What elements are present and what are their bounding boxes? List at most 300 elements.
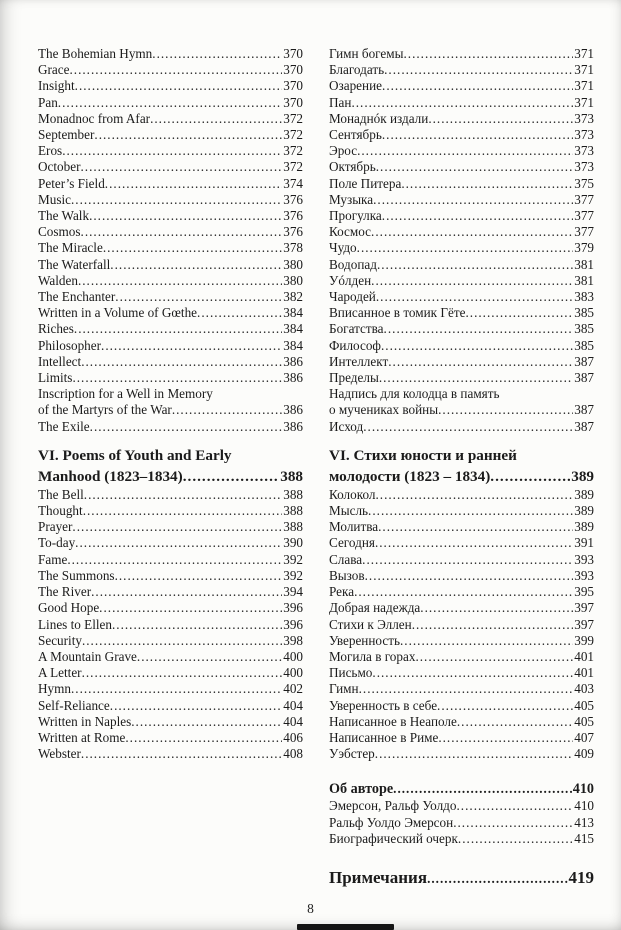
toc-entry-row	[38, 730, 303, 746]
dot-leader	[388, 354, 573, 370]
toc-entry-row	[329, 617, 594, 633]
toc-entry-title: Ральф Уолдо Эмерсон	[329, 814, 454, 830]
toc-entry-page: 374	[283, 175, 303, 191]
toc-entry-page: 379	[574, 240, 594, 256]
dot-leader	[357, 143, 573, 159]
toc-entry-title: Музыка	[329, 191, 374, 207]
dot-leader	[75, 535, 282, 551]
toc-entry-page: 390	[283, 535, 303, 551]
toc-entry-title: молодости (1823 – 1834)	[329, 467, 491, 485]
toc-entry-title: Security	[38, 632, 82, 648]
dot-leader	[197, 305, 282, 321]
dot-leader	[437, 698, 573, 714]
scan-artifact-bar	[297, 924, 394, 930]
dot-leader	[81, 746, 282, 762]
toc-entry-row	[329, 370, 594, 386]
toc-entry-page: 384	[283, 337, 303, 353]
toc-entry-page: 371	[574, 94, 594, 110]
dot-leader	[81, 354, 282, 370]
toc-entry-page: 376	[283, 224, 303, 240]
toc-entry-row	[38, 354, 303, 370]
section-heading	[329, 445, 594, 487]
toc-entry-title: Прогулка	[329, 208, 382, 224]
toc-entry-title: Вписанное в томик Гёте	[329, 305, 466, 321]
toc-entry-title: Поле Питера	[329, 175, 402, 191]
toc-entry-row	[38, 192, 303, 208]
toc-entry-title-line1: Inscription for a Well in Memory	[38, 386, 213, 402]
toc-entry-page: 372	[283, 127, 303, 143]
toc-entry-page: 386	[283, 418, 303, 434]
toc-entry-row	[329, 746, 594, 762]
spacer	[329, 762, 594, 780]
spacer	[329, 847, 594, 865]
toc-entry-row	[38, 62, 303, 78]
toc-entry-row	[329, 159, 594, 175]
toc-entry-row	[38, 746, 303, 762]
toc-entry-row	[38, 208, 303, 224]
toc-entry-row	[329, 321, 594, 337]
toc-entry-page: 405	[574, 713, 594, 729]
dot-leader	[137, 649, 282, 665]
toc-entry-row	[329, 46, 594, 62]
toc-entry-title: The Bell	[38, 486, 84, 502]
dot-leader	[58, 95, 282, 111]
toc-entry-row	[38, 273, 303, 289]
toc-entry-page: 382	[283, 289, 303, 305]
toc-entry-title: Космос	[329, 224, 372, 240]
toc-entry-title: Insight	[38, 78, 75, 94]
toc-entry-title: The Exile	[38, 418, 90, 434]
toc-entry-row	[38, 535, 303, 551]
toc-entry-page: 371	[574, 46, 594, 61]
toc-entry-page: 387	[574, 402, 594, 418]
toc-entry-page: 384	[283, 305, 303, 321]
toc-entry-page: 386	[283, 370, 303, 386]
toc-entry-page: 389	[574, 503, 594, 519]
toc-entry-page: 401	[574, 648, 594, 664]
toc-entry-row	[329, 698, 594, 714]
dot-leader	[457, 714, 573, 730]
toc-entry-row	[329, 519, 594, 535]
toc-entry-title: Уверенность в себе	[329, 697, 438, 713]
dot-leader	[428, 111, 573, 127]
toc-entry-row	[329, 487, 594, 503]
toc-entry-title: Self-Reliance	[38, 697, 110, 713]
dot-leader	[400, 633, 573, 649]
toc-entry-title: The Miracle	[38, 240, 103, 256]
dot-leader	[382, 78, 573, 94]
toc-entry-row	[38, 402, 303, 418]
spacer	[38, 435, 303, 445]
toc-entry-title: The River	[38, 584, 92, 600]
toc-entry-row	[329, 78, 594, 94]
toc-entry-row	[38, 552, 303, 568]
toc-entry-row	[329, 552, 594, 568]
toc-entry-row	[329, 815, 594, 831]
dot-leader	[371, 224, 573, 240]
toc-entry-page: 403	[574, 681, 594, 697]
dot-leader	[75, 78, 283, 94]
toc-entry-page: 378	[283, 240, 303, 256]
toc-entry-page: 407	[574, 729, 594, 745]
toc-entry-page: 397	[574, 616, 594, 632]
section-heading	[38, 445, 303, 487]
toc-entry-row	[38, 487, 303, 503]
toc-entry-page: 391	[574, 535, 594, 551]
toc-entry-page: 404	[283, 697, 303, 713]
toc-entry-page: 400	[283, 665, 303, 681]
dot-leader	[438, 402, 573, 418]
toc-entry-row	[329, 257, 594, 273]
toc-entry-title: Уóлден	[329, 272, 372, 288]
toc-entry-row	[329, 649, 594, 665]
dot-leader	[359, 681, 574, 697]
toc-entry-page: 370	[283, 46, 303, 61]
toc-entry-title: Сентябрь	[329, 127, 382, 143]
toc-entry-title: Riches	[38, 321, 74, 337]
toc-entry-row	[329, 111, 594, 127]
toc-entry-row	[38, 95, 303, 111]
toc-entry-row	[329, 224, 594, 240]
toc-entry-title: Чудо	[329, 240, 357, 256]
toc-entry-page: 393	[574, 551, 594, 567]
dot-leader	[101, 338, 282, 354]
toc-entry-row	[38, 698, 303, 714]
toc-entry-multiline	[38, 386, 303, 418]
dot-leader	[382, 127, 573, 143]
toc-entry-page: 373	[574, 127, 594, 143]
toc-entry-title: Monadnoc from Afar	[38, 110, 151, 126]
toc-entry-page: 372	[283, 110, 303, 126]
dot-leader	[72, 519, 282, 535]
toc-entry-page: 387	[574, 353, 594, 369]
dot-leader	[152, 46, 282, 62]
toc-entry-page: 399	[574, 632, 594, 648]
toc-entry-title: Могила в горах	[329, 648, 416, 664]
dot-leader	[381, 338, 573, 354]
toc-entry-page: 370	[283, 78, 303, 94]
toc-entry-row	[329, 143, 594, 159]
toc-entry-row	[38, 176, 303, 192]
toc-entry-title: Пределы	[329, 370, 379, 386]
dot-leader	[412, 617, 574, 633]
toc-entry-row	[38, 665, 303, 681]
dot-leader	[94, 127, 282, 143]
dot-leader	[71, 192, 282, 208]
toc-entry-page: 410	[572, 781, 594, 798]
toc-entry-title: Интеллект	[329, 353, 389, 369]
dot-leader	[351, 95, 573, 111]
toc-entry-page: 397	[574, 600, 594, 616]
dot-leader	[362, 552, 573, 568]
toc-entry-page: 398	[283, 632, 303, 648]
dot-leader	[90, 419, 283, 435]
toc-entry-title: Мысль	[329, 503, 369, 519]
toc-entry-page: 392	[283, 567, 303, 583]
toc-entry-row	[329, 503, 594, 519]
toc-entry-page: 388	[280, 467, 303, 485]
toc-entry-title: Молитва	[329, 519, 379, 535]
toc-entry-title: Webster	[38, 746, 81, 762]
toc-entry-page: 373	[574, 143, 594, 159]
toc-entry-title: Written in Naples	[38, 713, 132, 729]
toc-entry-title: Написанное в Неаполе	[329, 713, 457, 729]
dot-leader	[82, 665, 283, 681]
toc-entry-title: Примечания	[329, 867, 428, 887]
dot-leader	[371, 273, 573, 289]
toc-entry-row	[329, 273, 594, 289]
toc-entry-title: The Bohemian Hymn	[38, 46, 153, 61]
toc-entry-title: Гимн богемы	[329, 46, 404, 61]
toc-entry-page: 404	[283, 713, 303, 729]
toc-entry-title: Lines to Ellen	[38, 616, 112, 632]
toc-entry-page: 370	[283, 62, 303, 78]
toc-column-english	[38, 46, 303, 892]
toc-entry-row	[329, 665, 594, 681]
dot-leader	[376, 289, 573, 305]
dot-leader	[384, 62, 573, 78]
toc-entry-page: 377	[574, 224, 594, 240]
dot-leader	[131, 714, 282, 730]
dot-leader	[67, 552, 282, 568]
spacer	[329, 435, 594, 445]
toc-entry-row	[329, 714, 594, 730]
toc-entry-title: Thought	[38, 503, 83, 519]
toc-entry-title: Монаднóк издали	[329, 110, 429, 126]
toc-entry-title: Эмерсон, Ральф Уолдо	[329, 798, 457, 814]
toc-entry-row	[329, 730, 594, 746]
section-heading-row	[38, 466, 303, 487]
toc-entry-row	[38, 338, 303, 354]
toc-entry-row	[38, 649, 303, 665]
toc-entry-page: 410	[574, 798, 594, 814]
toc-entry-page: 377	[574, 208, 594, 224]
toc-entry-title: Река	[329, 584, 355, 600]
dot-leader	[453, 815, 573, 831]
toc-entry-row	[329, 192, 594, 208]
toc-entry-row	[329, 681, 594, 697]
dot-leader	[183, 466, 280, 487]
dot-leader	[69, 62, 282, 78]
toc-entry-page: 405	[574, 697, 594, 713]
toc-entry-page: 401	[574, 665, 594, 681]
toc-entry-row	[38, 305, 303, 321]
toc-entry-title: Эрос	[329, 143, 358, 159]
dot-leader	[84, 487, 282, 503]
toc-entry-multiline	[329, 386, 594, 418]
toc-entry-page: 370	[283, 94, 303, 110]
toc-entry-page: 392	[283, 551, 303, 567]
toc-entry-page: 387	[574, 418, 594, 434]
toc-entry-title: Чародей	[329, 289, 376, 305]
toc-entry-row	[329, 798, 594, 814]
toc-entry-page: 388	[283, 486, 303, 502]
dot-leader	[401, 176, 573, 192]
toc-entry-row	[38, 257, 303, 273]
toc-entry-page: 380	[283, 256, 303, 272]
toc-entry-title: The Waterfall	[38, 256, 111, 272]
toc-entry-page: 388	[283, 519, 303, 535]
dot-leader	[465, 305, 573, 321]
toc-entry-row	[38, 681, 303, 697]
dot-leader	[363, 419, 573, 435]
toc-entry-row	[329, 127, 594, 143]
toc-entry-row	[38, 289, 303, 305]
toc-entry-title: A Letter	[38, 665, 82, 681]
toc-entry-row	[38, 127, 303, 143]
toc-entry-page: 376	[283, 191, 303, 207]
toc-entry-page: 385	[574, 305, 594, 321]
dot-leader	[71, 681, 282, 697]
dot-leader	[80, 159, 282, 175]
dot-leader	[375, 746, 573, 762]
toc-entry-title: The Enchanter	[38, 289, 116, 305]
toc-entry-row	[38, 224, 303, 240]
dot-leader	[368, 503, 573, 519]
toc-entry-page: 385	[574, 321, 594, 337]
dot-leader	[365, 568, 574, 584]
dot-leader	[378, 519, 573, 535]
dot-leader	[382, 208, 573, 224]
toc-entry-title: Биографический очерк	[329, 830, 458, 846]
toc-entry-row	[38, 159, 303, 175]
toc-entry-row	[38, 584, 303, 600]
toc-entry-title: Peter’s Field	[38, 175, 105, 191]
toc-entry-page: 387	[574, 370, 594, 386]
page-number: 8	[307, 901, 314, 916]
toc-entry-row	[329, 831, 594, 847]
dot-leader	[110, 698, 282, 714]
toc-entry-title: Уэбстер	[329, 746, 375, 762]
dot-leader	[105, 176, 282, 192]
toc-entry-row	[38, 600, 303, 616]
dot-leader	[354, 584, 573, 600]
toc-entry-title: Исход	[329, 418, 364, 434]
toc-entry-title: Гимн	[329, 681, 359, 697]
dot-leader	[72, 370, 282, 386]
toc-entry-page: 388	[283, 503, 303, 519]
dot-leader	[420, 600, 573, 616]
toc-entry-title: Письмо	[329, 665, 373, 681]
toc-entry-row	[329, 62, 594, 78]
dot-leader	[427, 866, 567, 892]
toc-entry-page: 402	[283, 681, 303, 697]
toc-entry-title: Сегодня	[329, 535, 375, 551]
toc-entry-page: 381	[574, 272, 594, 288]
toc-entry-title: The Summons	[38, 567, 115, 583]
toc-entry-title: Водопад	[329, 256, 377, 272]
toc-entry-title: Вызов	[329, 567, 365, 583]
toc-entry-page: 408	[283, 746, 303, 762]
toc-entry-page: 383	[574, 289, 594, 305]
toc-entry-title: Об авторе	[329, 781, 394, 798]
toc-entry-title: Философ	[329, 337, 381, 353]
toc-entry-title: Слава	[329, 551, 363, 567]
toc-entry-row	[329, 354, 594, 370]
toc-entry-row	[38, 78, 303, 94]
dot-leader	[438, 730, 573, 746]
toc-entry-row	[329, 240, 594, 256]
toc-entry-title: Hymn	[38, 681, 71, 697]
toc-entry-title: Fame	[38, 551, 68, 567]
toc-entry-title: Good Hope	[38, 600, 100, 616]
section-heading-row	[329, 466, 594, 487]
toc-entry-row	[38, 370, 303, 386]
toc-entry-page: 372	[283, 159, 303, 175]
toc-entry-page: 373	[574, 159, 594, 175]
dot-leader	[377, 257, 573, 273]
toc-entry-title-line1: Надпись для колодца в память	[329, 386, 500, 402]
toc-entry-page: 395	[574, 584, 594, 600]
toc-entry-title: Manhood (1823–1834)	[38, 467, 183, 485]
dot-leader	[457, 798, 574, 814]
toc-entry-page: 384	[283, 321, 303, 337]
toc-entry-title: Стихи к Эллен	[329, 616, 412, 632]
toc-entry-page: 393	[574, 567, 594, 583]
toc-entry-row	[38, 617, 303, 633]
toc-entry-row	[329, 402, 594, 418]
toc-entry-row	[38, 568, 303, 584]
dot-leader	[83, 503, 283, 519]
toc-entry-page: 400	[283, 648, 303, 664]
toc-entry-title: September	[38, 127, 95, 143]
toc-entry-row	[38, 633, 303, 649]
dot-leader	[379, 370, 573, 386]
toc-bold-entry-row	[329, 780, 594, 798]
dot-leader	[74, 321, 282, 337]
toc-entry-row	[38, 240, 303, 256]
toc-entry-title: Октябрь	[329, 159, 376, 175]
toc-entry-page: 409	[574, 746, 594, 762]
toc-entry-page: 415	[574, 830, 594, 846]
toc-entry-title: Written at Rome	[38, 729, 126, 745]
dot-leader	[373, 192, 573, 208]
toc-entry-title: Пан	[329, 94, 352, 110]
toc-entry-title: Уверенность	[329, 632, 400, 648]
toc-entry-page: 413	[574, 814, 594, 830]
dot-leader	[384, 321, 574, 337]
toc-entry-row	[38, 503, 303, 519]
toc-entry-page: 406	[283, 729, 303, 745]
toc-entry-title: Колокол	[329, 486, 376, 502]
toc-entry-title: Walden	[38, 272, 78, 288]
toc-entry-row	[38, 519, 303, 535]
dot-leader	[78, 273, 282, 289]
toc-entry-row	[38, 111, 303, 127]
toc-entry-page: 376	[283, 208, 303, 224]
toc-entry-page: 380	[283, 272, 303, 288]
notes-heading-row	[329, 865, 594, 892]
dot-leader	[82, 633, 282, 649]
toc-entry-page: 373	[574, 110, 594, 126]
dot-leader	[110, 257, 282, 273]
dot-leader	[372, 665, 573, 681]
toc-entry-page: 371	[574, 78, 594, 94]
dot-leader	[89, 208, 282, 224]
dot-leader	[150, 111, 282, 127]
toc-entry-page: 385	[574, 337, 594, 353]
toc-entry-row	[38, 714, 303, 730]
toc-entry-title: о мучениках войны	[329, 402, 439, 418]
toc-entry-title: Благодать	[329, 62, 385, 78]
dot-leader	[375, 487, 573, 503]
dot-leader	[415, 649, 573, 665]
toc-entry-row	[329, 419, 594, 435]
toc-entry-title: October	[38, 159, 81, 175]
dot-leader	[458, 831, 573, 847]
toc-entry-page: 389	[574, 519, 594, 535]
dot-leader	[125, 730, 282, 746]
